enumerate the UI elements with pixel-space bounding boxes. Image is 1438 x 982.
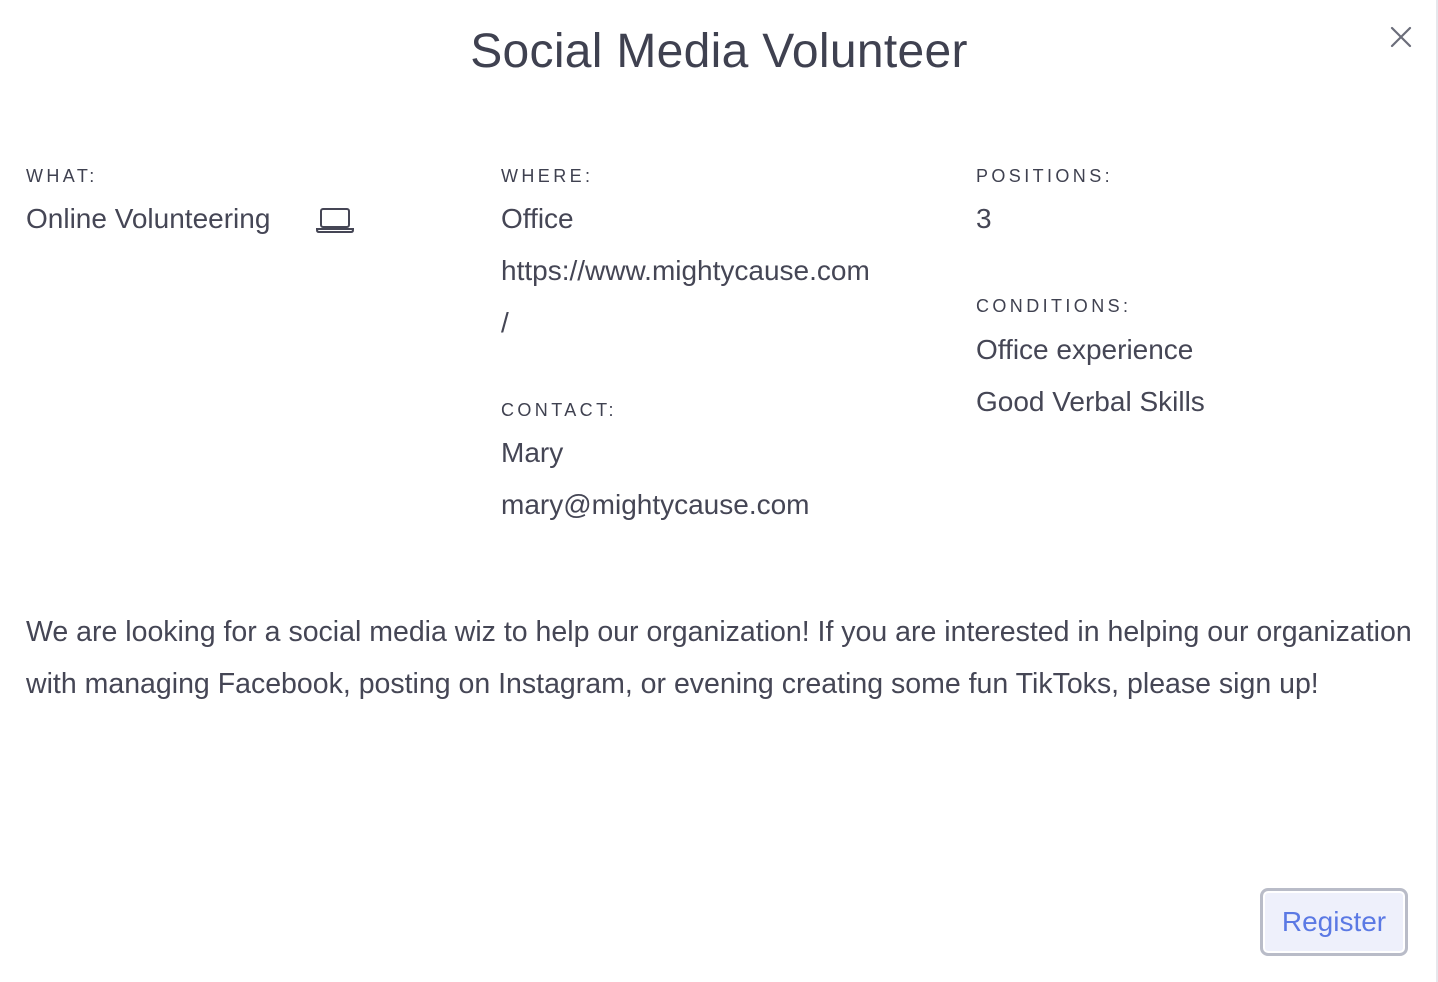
positions-value: 3 — [976, 203, 992, 234]
where-url[interactable]: https://www.mightycause.com — [501, 255, 870, 286]
what-value: Online Volunteering — [26, 203, 271, 234]
register-button[interactable]: Register — [1260, 888, 1408, 956]
where-label: WHERE: — [501, 166, 594, 186]
what-label: WHAT: — [26, 166, 98, 186]
close-icon — [1390, 26, 1412, 48]
laptop-icon — [316, 206, 354, 234]
condition-item: Office experience — [976, 334, 1194, 365]
contact-name: Mary — [501, 437, 564, 468]
positions-label: POSITIONS: — [976, 166, 1114, 186]
close-button[interactable] — [1384, 20, 1418, 54]
where-location: Office — [501, 203, 574, 234]
contact-email[interactable]: mary@mightycause.com — [501, 489, 810, 520]
conditions-label: CONDITIONS: — [976, 296, 1132, 316]
modal-title: Social Media Volunteer — [470, 25, 968, 78]
description-text: We are looking for a social media wiz to help our organization! If you are interested in helping our organization with managing Facebook, posting on Instagram, or evening creating some fun TikToks, please sign up! — [26, 616, 1412, 700]
contact-label: CONTACT: — [501, 400, 617, 420]
where-url-continuation[interactable]: / — [501, 307, 509, 338]
condition-item: Good Verbal Skills — [976, 386, 1205, 417]
